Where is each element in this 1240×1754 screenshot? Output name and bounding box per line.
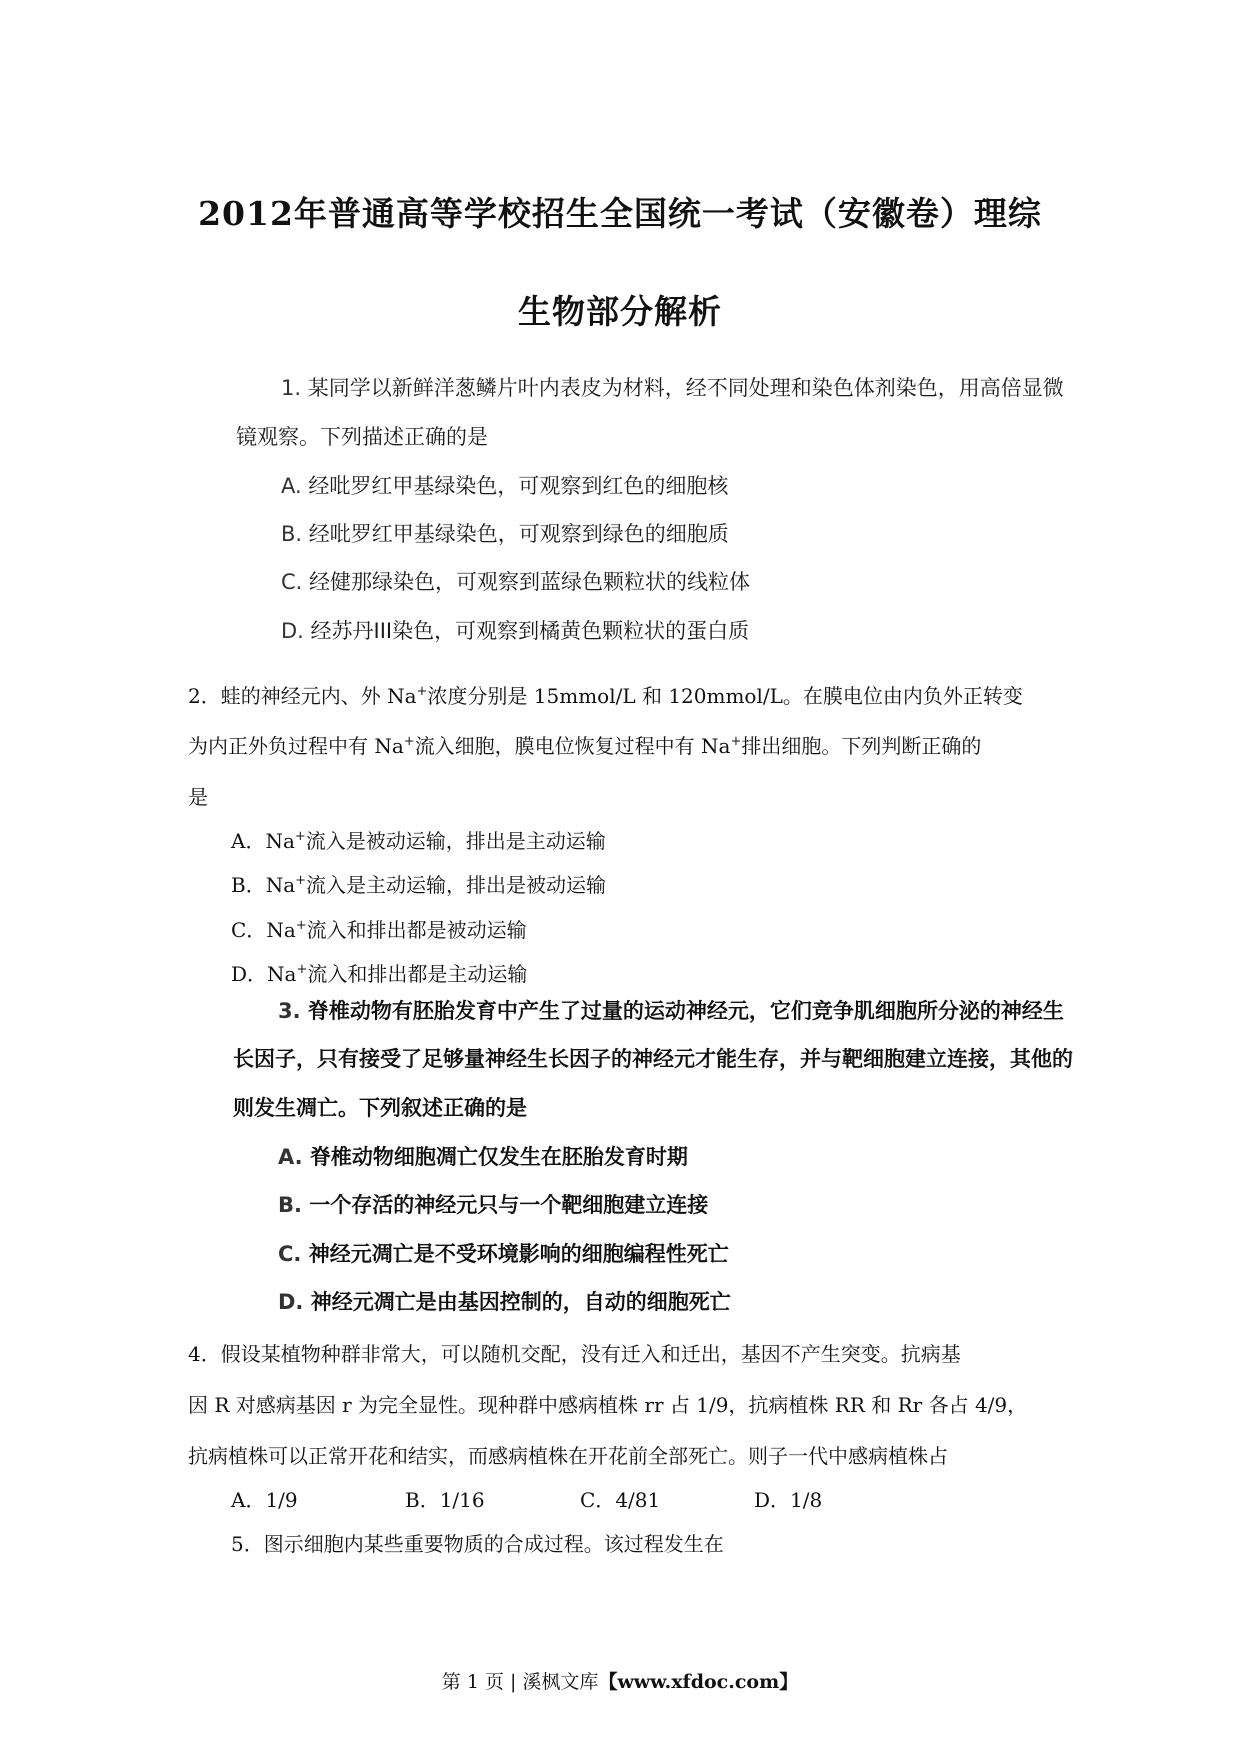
q2-text-2b: 流入细胞，膜电位恢复过程中有 Na — [414, 734, 731, 758]
q2-text-1b: 浓度分别是 15mmol/L 和 120mmol/L。在膜电位由内负外正转变 — [427, 684, 1023, 708]
q1-option-a — [281, 470, 728, 500]
q4-option-d-text: 1/8 — [790, 1488, 823, 1512]
q2-option-c-text: 流入和排出都是被动运输 — [306, 918, 527, 942]
q2-option-d — [231, 958, 527, 987]
q3-option-d-label: D. — [278, 1290, 304, 1314]
q1-stem-line2: 镜观察。下列描述正确的是 — [236, 425, 488, 449]
q1-stem-text: 某同学以新鲜洋葱鳞片叶内表皮为材料，经不同处理和染色体剂染色，用高倍显微 — [307, 376, 1064, 400]
q1-option-d-label: D. — [281, 619, 304, 643]
q2-option-c-label: C． — [231, 918, 267, 942]
q1-stem-line1 — [281, 372, 1064, 402]
footer-site-link[interactable]: 【www.xfdoc.com】 — [598, 1671, 799, 1693]
q4-stem-line2: 因 R 对感病基因 r 为完全显性。现种群中感病植株 rr 占 1/9，抗病植株 RR 和 Rr 各占 4/9， — [188, 1393, 1028, 1417]
q4-stem-line1: 4．假设某植物种群非常大，可以随机交配，没有迁入和迁出，基因不产生突变。抗病基 — [188, 1342, 961, 1366]
q4-option-b-text: 1/16 — [439, 1488, 485, 1512]
q2-option-c-na: Na — [266, 918, 296, 942]
q2-sup: + — [295, 918, 307, 933]
q2-option-b-text: 流入是主动运输，排出是被动运输 — [306, 873, 607, 897]
q2-option-a-na: Na — [265, 829, 295, 853]
q2-sup: + — [403, 734, 415, 749]
q1-option-c — [281, 566, 750, 596]
q3-option-a-text: 脊椎动物细胞凋亡仅发生在胚胎发育时期 — [309, 1145, 688, 1169]
q3-stem-line3: 则发生凋亡。下列叙述正确的是 — [233, 1096, 527, 1120]
q2-text-1a: 蛙的神经元内、外 Na — [220, 684, 417, 708]
q3-option-a — [278, 1141, 688, 1171]
q1-number: 1. — [281, 376, 302, 400]
document-subtitle: 生物部分解析 — [518, 292, 722, 331]
q1-option-d — [281, 615, 749, 645]
page-footer — [0, 1667, 1240, 1694]
q2-option-b — [231, 869, 606, 898]
q2-sup: + — [296, 962, 308, 977]
q4-stem-line3: 抗病植株可以正常开花和结实，而感病植株在开花前全部死亡。则子一代中感病植株占 — [188, 1444, 948, 1468]
q5-stem-line1: 5．图示细胞内某些重要物质的合成过程。该过程发生在 — [231, 1532, 724, 1556]
q4-option-a-text: 1/9 — [265, 1488, 298, 1512]
q3-stem-line2: 长因子，只有接受了足够量神经生长因子的神经元才能生存，并与靶细胞建立连接，其他的 — [233, 1047, 1073, 1071]
q3-option-b-text: 一个存活的神经元只与一个靶细胞建立连接 — [309, 1193, 709, 1217]
q2-sup: + — [294, 829, 306, 844]
q1-option-c-text: 经健那绿染色，可观察到蓝绿色颗粒状的线粒体 — [309, 570, 751, 594]
q3-option-a-label: A. — [278, 1145, 303, 1169]
q4-option-d-label: D． — [754, 1488, 791, 1512]
q3-option-b — [278, 1189, 708, 1219]
q4-option-c — [580, 1484, 660, 1513]
q2-sup: + — [416, 684, 428, 699]
q2-option-c — [231, 914, 527, 943]
q1-option-a-text: 经吡罗红甲基绿染色，可观察到红色的细胞核 — [308, 474, 729, 498]
q4-option-b-label: B． — [405, 1488, 440, 1512]
q4-option-c-label: C． — [580, 1488, 616, 1512]
q2-number: 2． — [188, 684, 221, 708]
q1-option-b-label: B. — [281, 522, 303, 546]
q2-option-a-label: A． — [231, 829, 266, 853]
q2-option-b-label: B． — [231, 873, 266, 897]
q2-option-d-label: D． — [231, 962, 268, 986]
q2-option-a-text: 流入是被动运输，排出是主动运输 — [305, 829, 606, 853]
q3-number: 3. — [278, 999, 301, 1023]
q4-option-b — [405, 1484, 485, 1513]
q2-stem-line3: 是 — [188, 785, 208, 809]
q2-option-a — [231, 825, 606, 854]
q1-option-b — [281, 518, 729, 548]
q3-option-c-label: C. — [278, 1242, 302, 1266]
q2-text-2c: 排出细胞。下列判断正确的 — [741, 734, 982, 758]
footer-page-info: 第 1 页 | 溪枫文库 — [441, 1671, 599, 1693]
q2-option-b-na: Na — [265, 873, 296, 897]
q4-option-c-text: 4/81 — [615, 1488, 661, 1512]
q1-option-b-text: 经吡罗红甲基绿染色，可观察到绿色的细胞质 — [308, 522, 729, 546]
q4-option-a-label: A． — [231, 1488, 266, 1512]
q1-option-a-label: A. — [281, 474, 302, 498]
q2-stem-line2 — [188, 730, 981, 759]
q1-option-d-text: 经苏丹III染色，可观察到橘黄色颗粒状的蛋白质 — [310, 619, 750, 643]
q3-option-c-text: 神经元凋亡是不受环境影响的细胞编程性死亡 — [308, 1242, 729, 1266]
q3-option-c — [278, 1238, 729, 1268]
document-title: 2012年普通高等学校招生全国统一考试（安徽卷）理综 — [198, 194, 1042, 233]
q4-option-a — [231, 1484, 298, 1513]
q2-stem-line1 — [188, 680, 1023, 709]
q1-option-c-label: C. — [281, 570, 303, 594]
q3-option-d — [278, 1286, 731, 1316]
q2-sup: + — [295, 873, 307, 888]
q3-option-d-text: 神经元凋亡是由基因控制的，自动的细胞死亡 — [310, 1290, 731, 1314]
q2-option-d-text: 流入和排出都是主动运输 — [307, 962, 528, 986]
q2-text-2a: 为内正外负过程中有 Na — [188, 734, 404, 758]
q4-option-d — [754, 1484, 822, 1513]
q2-option-d-na: Na — [267, 962, 297, 986]
q3-option-b-label: B. — [278, 1193, 302, 1217]
q3-stem-text: 脊椎动物有胚胎发育中产生了过量的运动神经元，它们竞争肌细胞所分泌的神经生 — [307, 999, 1064, 1023]
q2-sup: + — [730, 734, 742, 749]
q3-stem-line1 — [278, 995, 1064, 1025]
